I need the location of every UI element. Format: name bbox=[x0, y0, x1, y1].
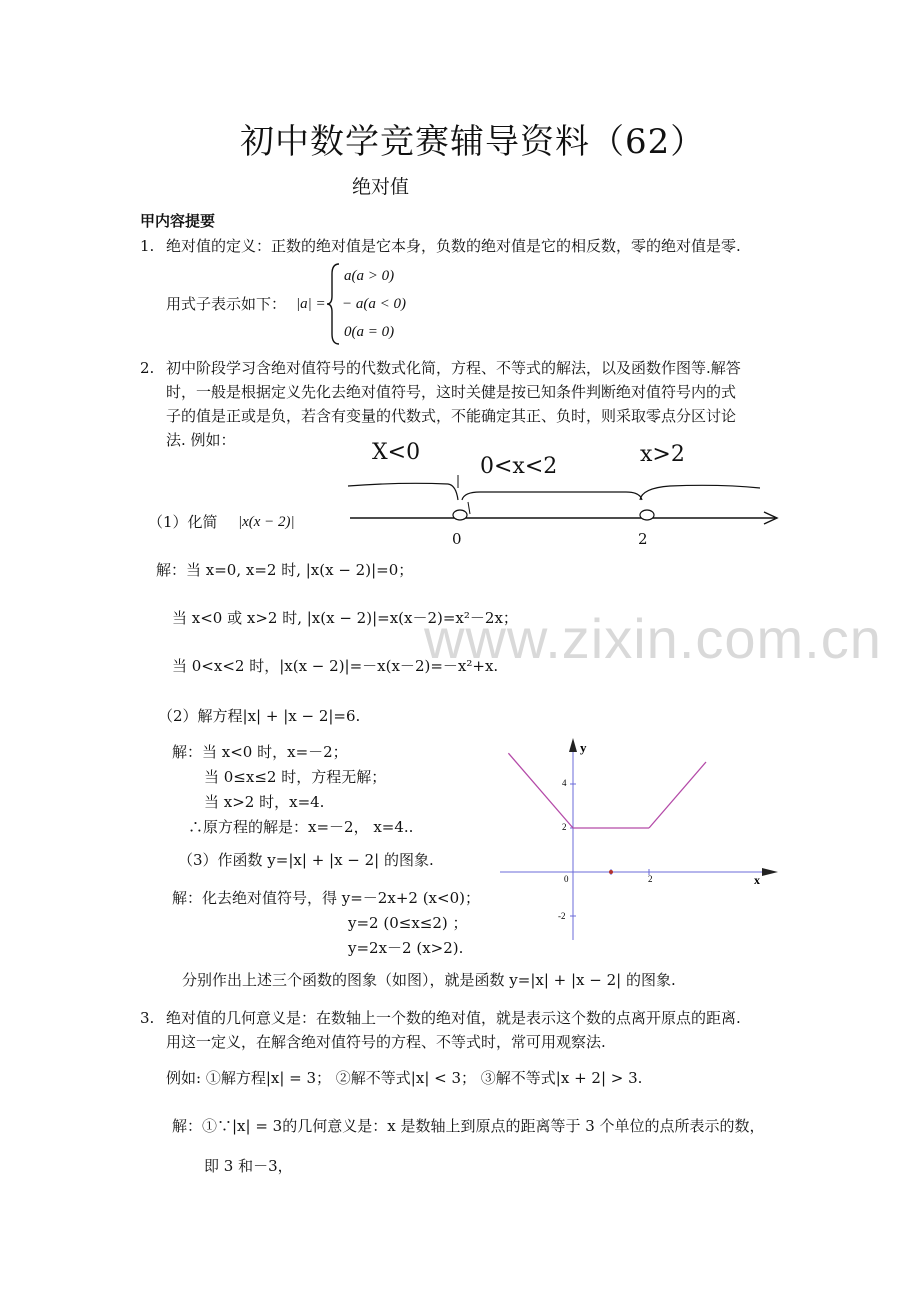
tick-label-y2: 2 bbox=[562, 822, 567, 832]
number-line bbox=[340, 470, 790, 532]
tick-label-x2: 2 bbox=[648, 874, 653, 884]
section-heading: 甲内容提要 bbox=[140, 212, 216, 230]
function-graph bbox=[496, 734, 786, 944]
item2-number: 2. bbox=[140, 359, 155, 377]
ex3-solution-line-1: 解：化去绝对值符号，得 y=－2x+2 (x<0)； bbox=[172, 889, 480, 907]
item2-line-3: 子的值是正或是负，若含有变量的代数式，不能确定其正、负时，则采取零点分区讨论 bbox=[166, 407, 737, 425]
formula-intro: 用式子表示如下： bbox=[166, 295, 287, 313]
ex3-label: （3）作函数 y=|x| + |x − 2| 的图象. bbox=[178, 851, 434, 869]
x-axis-label: x bbox=[754, 873, 760, 887]
graph-axes bbox=[500, 738, 778, 940]
item3-number: 3. bbox=[140, 1009, 155, 1027]
case-negative: − a(a < 0) bbox=[342, 296, 406, 312]
ex1-solution-line-2: 当 x<0 或 x>2 时, |x(x − 2)|=x(x－2)=x²－2x； bbox=[172, 609, 518, 627]
item1-definition: 绝对值的定义：正数的绝对值是它本身，负数的绝对值是它的相反数，零的绝对值是零. bbox=[166, 237, 741, 255]
ex2-solution-line-1: 解：当 x<0 时，x=－2； bbox=[172, 743, 348, 761]
numberline-tick-0: 0 bbox=[452, 530, 462, 548]
numberline-tick-2: 2 bbox=[638, 530, 648, 548]
graph-ticks bbox=[570, 784, 649, 916]
ex3-solution-line-2: y=2 (0≤x≤2) ； bbox=[348, 914, 468, 932]
ex3-conclusion: 分别作出上述三个函数的图象（如图），就是函数 y=|x| + |x − 2| 的图象. bbox=[182, 971, 676, 989]
ex2-label: （2）解方程|x| + |x − 2|=6. bbox=[158, 707, 361, 725]
page-subtitle: 绝对值 bbox=[352, 176, 410, 198]
ex1-solution-line-3: 当 0<x<2 时，|x(x − 2)|=－x(x－2)=－x²+x. bbox=[172, 657, 499, 675]
tick-label-origin: 0 bbox=[564, 874, 569, 884]
graph-point-x1 bbox=[609, 870, 613, 874]
item3-solution-line-1: 解：①∵|x| = 3的几何意义是：x 是数轴上到原点的距离等于 3 个单位的点所表示的数， bbox=[172, 1117, 765, 1135]
x-axis-arrow bbox=[762, 868, 778, 876]
ex2-solution-line-4: ∴原方程的解是：x=－2， x=4.. bbox=[188, 818, 414, 836]
region-label-middle: 0<x<2 bbox=[480, 454, 558, 479]
graph-lines bbox=[508, 753, 706, 828]
item3-solution-line-2: 即 3 和－3， bbox=[204, 1157, 293, 1175]
ex1-label: （1）化简 bbox=[148, 513, 218, 531]
item2-line-2: 时，一般是根据定义先化去绝对值符号，这时关健是按已知条件判断绝对值符号内的式 bbox=[166, 383, 737, 401]
item3-line-1: 绝对值的几何意义是：在数轴上一个数的绝对值，就是表示这个数的点离开原点的距离. bbox=[166, 1009, 741, 1027]
case-positive: a(a > 0) bbox=[344, 268, 395, 284]
tick-label-y-minus2: -2 bbox=[558, 911, 566, 921]
item2-line-4: 法. 例如： bbox=[166, 431, 236, 449]
graph-segment-3 bbox=[649, 762, 706, 828]
region-label-right: x>2 bbox=[640, 442, 685, 467]
item3-line-2: 用这一定义，在解含绝对值符号的方程、不等式时，常可用观察法. bbox=[166, 1033, 606, 1051]
page-title: 初中数学竞赛辅导资料（62） bbox=[240, 122, 706, 162]
graph-segment-1 bbox=[508, 753, 573, 828]
y-axis-label: y bbox=[580, 740, 587, 755]
region-label-left: X<0 bbox=[372, 440, 421, 465]
ex1-expression: |x(x − 2)| bbox=[238, 514, 295, 530]
item1-number: 1. bbox=[140, 237, 155, 255]
watermark: www.zixin.com.cn bbox=[424, 607, 882, 670]
item2-line-1: 初中阶段学习含绝对值符号的代数式化简，方程、不等式的解法，以及函数作图等.解答 bbox=[166, 359, 741, 377]
y-axis-arrow bbox=[569, 738, 577, 752]
case-zero: 0(a = 0) bbox=[344, 324, 395, 340]
item3-examples: 例如: ①解方程|x| = 3； ②解不等式|x| < 3； ③解不等式|x + 2| > 3. bbox=[166, 1069, 643, 1087]
ex3-solution-line-3: y=2x－2 (x>2). bbox=[348, 939, 464, 957]
piecewise-brace bbox=[326, 262, 342, 346]
ex2-solution-line-3: 当 x>2 时，x=4. bbox=[204, 793, 325, 811]
ex2-solution-line-2: 当 0≤x≤2 时，方程无解； bbox=[204, 768, 387, 786]
ex1-solution-line-1: 解：当 x=0, x=2 时, |x(x − 2)|=0； bbox=[156, 561, 414, 579]
formula-lhs: |a| = bbox=[296, 296, 326, 312]
tick-label-y4: 4 bbox=[562, 778, 567, 788]
